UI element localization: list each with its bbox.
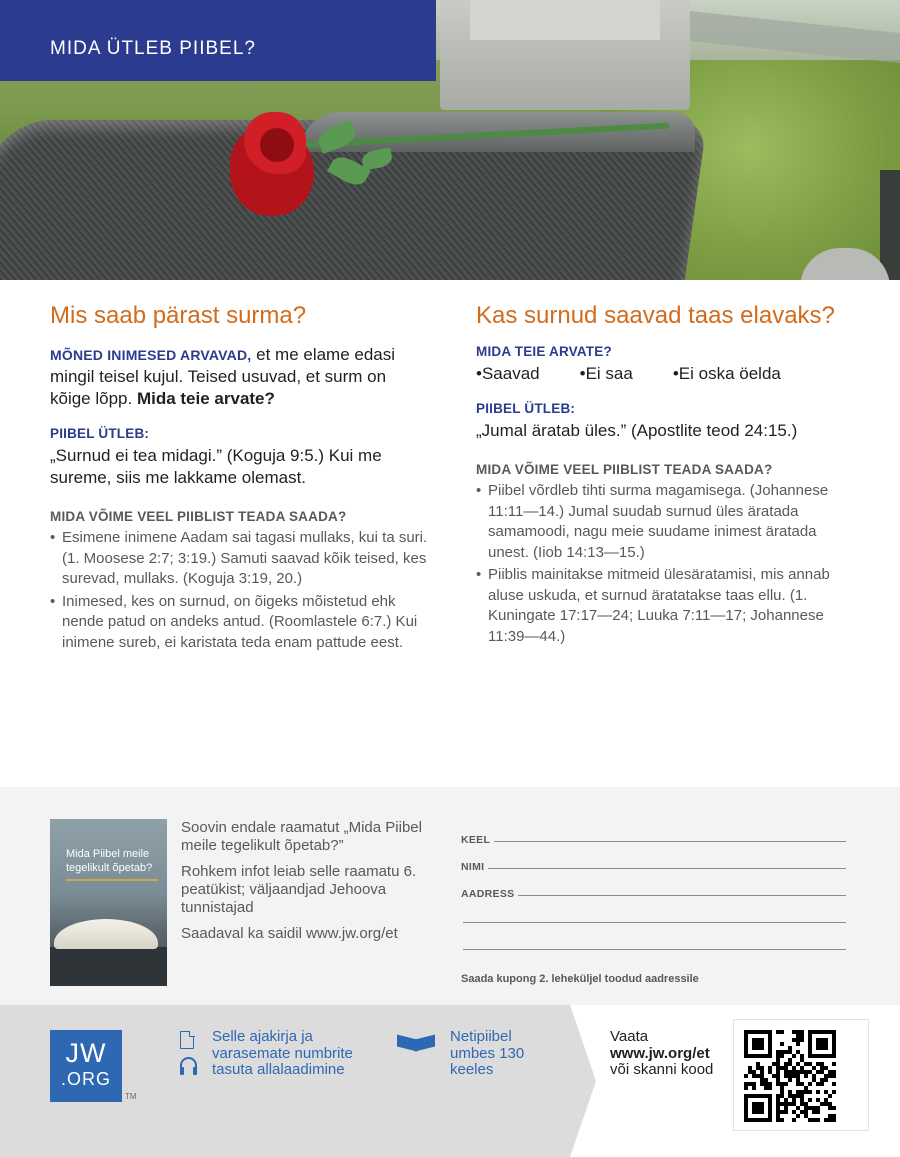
address-line-2[interactable] [461, 900, 846, 927]
footer [0, 1005, 900, 1157]
right-heading: Kas surnud saavad taas elavaks? [476, 302, 835, 329]
open-book-icon [54, 919, 158, 949]
list-item: • Inimesed, kes on surnud, on õigeks mõistetud ehk nende patud on andeks antud. (Roomlastele 6:7.) Kui inimene sureb, ei karistata teda enam pattude eest. [50, 592, 430, 654]
language-field[interactable] [461, 819, 846, 846]
right-column [476, 300, 856, 649]
book-table [50, 947, 167, 986]
coupon-note: Saada kupong 2. leheküljel toodud aadressile [461, 973, 699, 985]
visit-line-3: või skanni kood [610, 1061, 714, 1078]
section-banner: MIDA ÜTLEB PIIBEL? [0, 0, 436, 81]
visit-line-1: Vaata [610, 1028, 649, 1045]
answer-options [476, 363, 856, 385]
lead-caps: MÕNED INIMESED ARVAVAD, [50, 347, 252, 363]
coupon-online: Saadaval ka saidil www.jw.org/et [181, 925, 398, 942]
lead-text: et me elame edasi mingil teisel kujul. Teised usuvad, et surm on kõige lõpp. [50, 345, 396, 408]
learn-more-label: MIDA VÕIME VEEL PIIBLIST TEADA SAADA? [476, 462, 773, 477]
option-unsure: • Ei oska öelda [673, 363, 781, 385]
headphones-icon [180, 1057, 197, 1071]
address-line-3[interactable] [461, 927, 846, 954]
lead-question: Mida teie arvate? [136, 389, 275, 408]
jw-org-logo[interactable] [50, 1030, 122, 1102]
learn-more-list [50, 528, 430, 653]
list-item: • Esimene inimene Aadam sai tagasi mullaks, kui ta suri. (1. Moosese 2:7; 3:19.) Samuti saavad kõik teised, kes surevad, mullaks. (Koguja 3:19, 20.) [50, 528, 430, 590]
book-cover [50, 819, 167, 986]
download-text[interactable]: Selle ajakirja ja varasemate numbrite tasuta allalaadimine [212, 1028, 353, 1078]
document-icon [180, 1031, 194, 1049]
qr-code-icon[interactable] [733, 1019, 869, 1131]
book-rule [66, 879, 158, 881]
name-label: NIMI [461, 861, 485, 873]
left-heading: Mis saab pärast surma? [50, 302, 307, 329]
option-no: • Ei saa [580, 363, 633, 385]
coupon [0, 787, 900, 1005]
logo-jw: JW [65, 1038, 107, 1068]
book-title: Mida Piibel meile tegelikult õpetab? [66, 848, 153, 874]
left-column [50, 300, 430, 655]
bible-quote: „Surnud ei tea midagi.” (Koguja 9:5.) Kui me sureme, siis me lakkame olemast. [50, 446, 382, 487]
what-do-you-think-label: MIDA TEIE ARVATE? [476, 344, 612, 359]
address-field[interactable] [461, 873, 846, 900]
learn-more-label: MIDA VÕIME VEEL PIIBLIST TEADA SAADA? [50, 509, 347, 524]
address-line[interactable] [518, 895, 846, 896]
rose-icon [230, 108, 320, 218]
address-line-3-rule[interactable] [463, 949, 846, 950]
coupon-form [461, 819, 846, 954]
hero-headstone-right [880, 170, 900, 280]
list-item: • Piibel võrdleb tihti surma magamisega. (Johannese 11:11—14.) Jumal suudab surnud üles äratada samamoodi, nagu meie suudame inimest äratada unest. (Iiob 14:13—15.) [476, 481, 856, 563]
name-line[interactable] [488, 868, 846, 869]
language-line[interactable] [494, 841, 846, 842]
left-lead [50, 344, 430, 410]
bible-says-label: PIIBEL ÜTLEB: [50, 426, 150, 441]
address-label: AADRESS [461, 888, 515, 900]
trademark: TM [125, 1092, 137, 1101]
visit-url[interactable]: www.jw.org/et [610, 1044, 710, 1062]
name-field[interactable] [461, 846, 846, 873]
coupon-text [181, 819, 431, 951]
online-bible-text[interactable]: Netipiibel umbes 130 keeles [450, 1028, 525, 1078]
open-bible-icon [397, 1033, 435, 1055]
coupon-info: Rohkem infot leiab selle raamatu 6. peatükist; väljaandjad Jehoova tunnistajad [181, 863, 417, 916]
language-label: KEEL [461, 834, 491, 846]
logo-org: .ORG [60, 1069, 111, 1089]
option-yes: • Saavad [476, 363, 540, 385]
learn-more-list [476, 481, 856, 647]
bible-says-label: PIIBEL ÜTLEB: [476, 401, 576, 416]
bible-quote: „Jumal äratab üles.” (Apostlite teod 24:15.) [476, 421, 798, 440]
address-line-2-rule[interactable] [463, 922, 846, 923]
hero-far-headstone-top [470, 0, 660, 40]
coupon-request: Soovin endale raamatut „Mida Piibel meile tegelikult õpetab?” [181, 819, 422, 854]
visit-text [610, 1029, 730, 1079]
list-item: • Piiblis mainitakse mitmeid ülesäratamisi, mis annab aluse uskuda, et surnud äratatakse taas ellu. (1. Kuningate 17:17—24; Luuka 7:11—17; Johannese 11:39—44.) [476, 565, 856, 647]
